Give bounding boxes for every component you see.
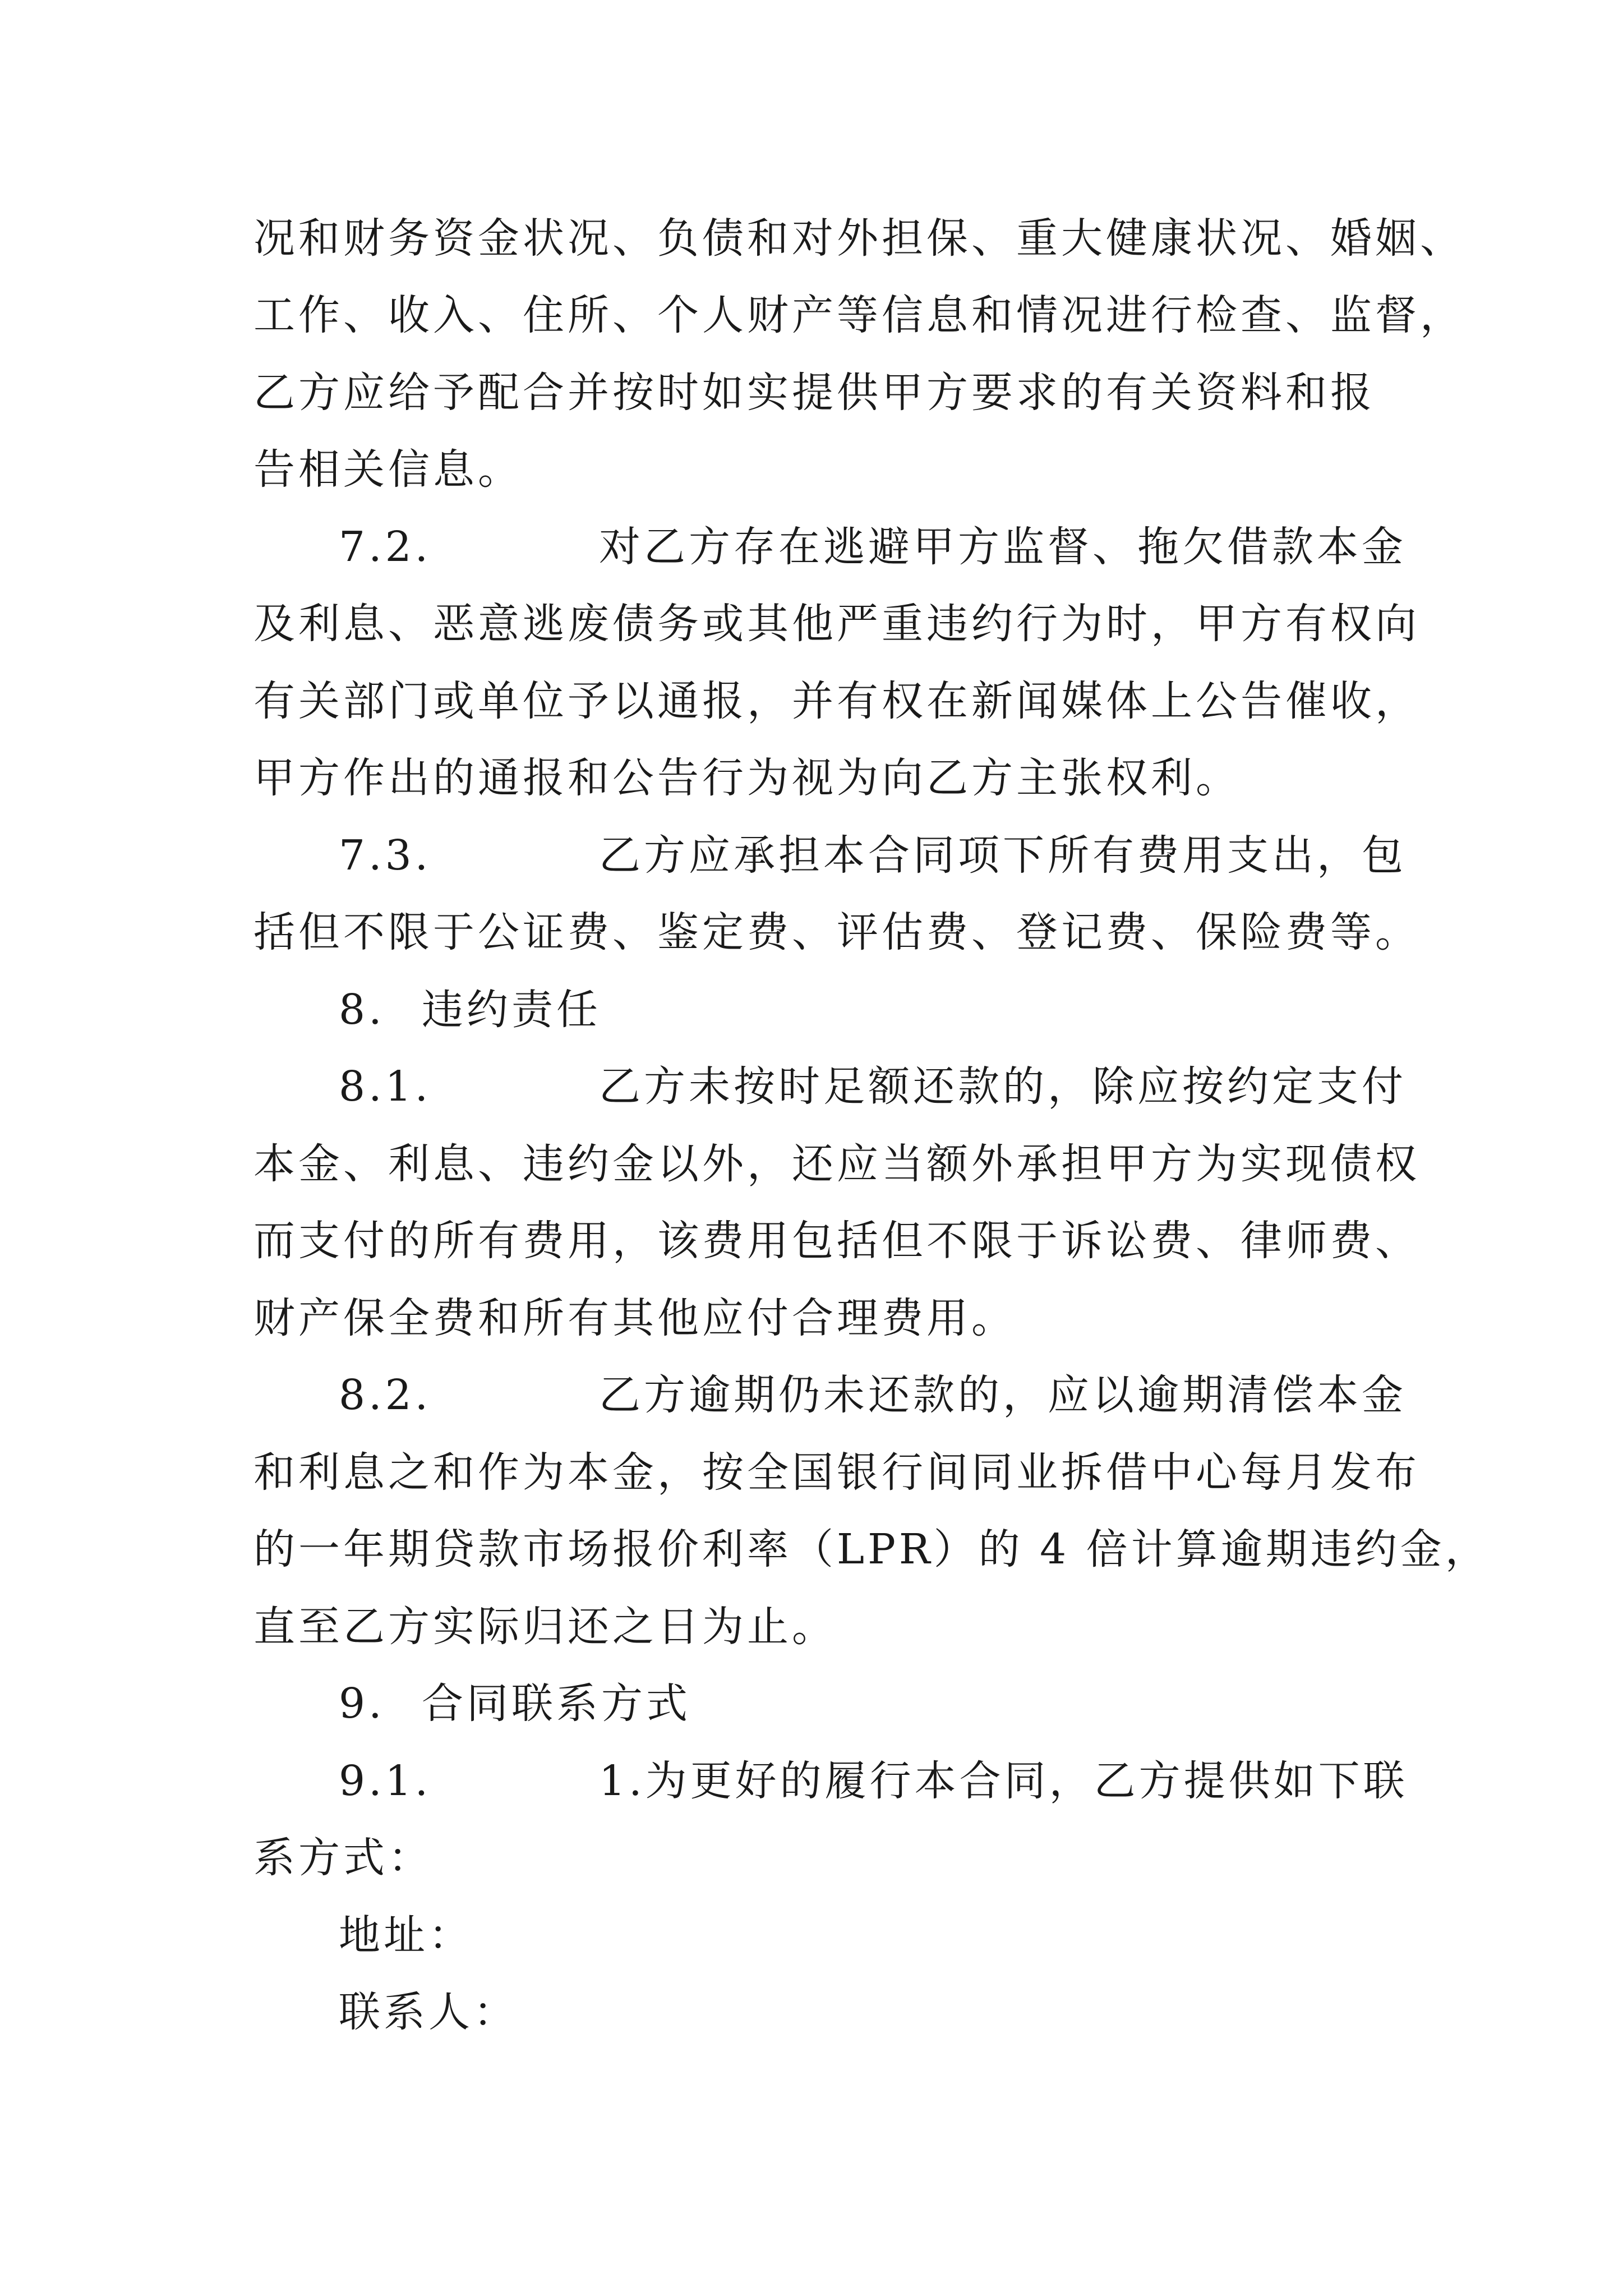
clause-text: 乙方逾期仍未还款的，应以逾期清偿本金 — [599, 1371, 1407, 1419]
paragraph-line: 本金、利息、违约金以外，还应当额外承担甲方为实现债权 — [253, 1140, 1420, 1188]
clause-text: 1.为更好的履行本合同，乙方提供如下联 — [599, 1757, 1408, 1805]
paragraph-line: 的一年期贷款市场报价利率（LPR）的 4 倍计算逾期违约金， — [253, 1525, 1490, 1573]
paragraph-line: 乙方应给予配合并按时如实提供甲方要求的有关资料和报 — [253, 369, 1375, 417]
section-number: 9. — [339, 1680, 385, 1728]
clause-8-2 — [253, 1367, 1407, 1423]
paragraph-line: 系方式： — [253, 1834, 433, 1882]
section-number: 8. — [339, 986, 385, 1034]
contact-person-label: 联系人： — [339, 1988, 518, 2036]
clause-number: 8.2. — [339, 1371, 432, 1419]
address-label: 地址： — [339, 1911, 473, 1959]
clause-number: 7.2. — [339, 523, 432, 571]
paragraph-line: 有关部门或单位予以通报，并有权在新闻媒体上公告催收， — [253, 677, 1420, 725]
clause-7-2 — [253, 519, 1407, 575]
paragraph-line: 直至乙方实际归还之日为止。 — [253, 1603, 837, 1651]
paragraph-line: 工作、收入、住所、个人财产等信息和情况进行检查、监督， — [253, 291, 1465, 339]
clause-number: 7.3. — [339, 831, 432, 880]
paragraph-line: 告相关信息。 — [253, 445, 523, 494]
paragraph-line: 括但不限于公证费、鉴定费、评估费、登记费、保险费等。 — [253, 908, 1420, 956]
clause-text: 乙方未按时足额还款的，除应按约定支付 — [599, 1062, 1407, 1111]
paragraph-line: 和利息之和作为本金，按全国银行间同业拆借中心每月发布 — [253, 1448, 1420, 1497]
section-9-heading — [253, 1676, 1398, 1732]
paragraph-line: 及利息、恶意逃废债务或其他严重违约行为时，甲方有权向 — [253, 600, 1420, 648]
clause-number: 9.1. — [339, 1757, 432, 1805]
paragraph-line: 况和财务资金状况、负债和对外担保、重大健康状况、婚姻、 — [253, 214, 1465, 263]
clause-8-1 — [253, 1059, 1407, 1115]
paragraph-line: 而支付的所有费用，该费用包括但不限于诉讼费、律师费、 — [253, 1217, 1420, 1265]
section-title: 合同联系方式 — [422, 1680, 691, 1728]
clause-text: 对乙方存在逃避甲方监督、拖欠借款本金 — [599, 523, 1407, 571]
clause-9-1 — [253, 1753, 1408, 1809]
paragraph-line: 甲方作出的通报和公告行为视为向乙方主张权利。 — [253, 754, 1241, 802]
clause-number: 8.1. — [339, 1062, 432, 1111]
paragraph-line: 财产保全费和所有其他应付合理费用。 — [253, 1294, 1016, 1342]
section-8-heading — [253, 982, 1398, 1038]
clause-7-3 — [253, 827, 1407, 884]
section-title: 违约责任 — [422, 986, 601, 1034]
clause-text: 乙方应承担本合同项下所有费用支出，包 — [599, 831, 1407, 880]
